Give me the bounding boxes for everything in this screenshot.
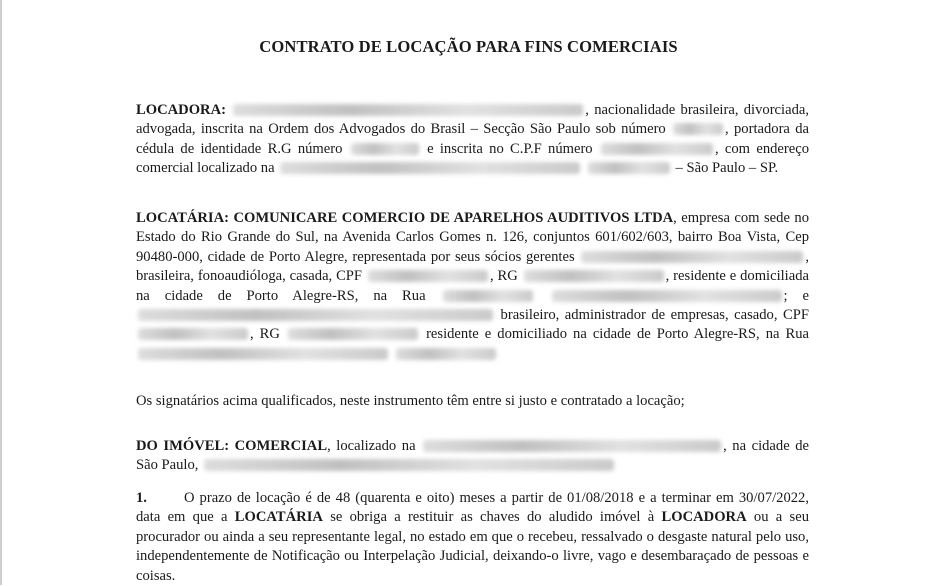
clause-1-text-1: O prazo de locação é de 48 (quarenta e oito) meses a partir de 01/08/2018 e a terminar em 30/07/2022, data em que a	[136, 490, 810, 526]
locataria-text-2: , brasileira, fonoaudióloga, casada, CPF	[136, 248, 809, 285]
locataria-text-3: , RG	[489, 268, 518, 285]
redacted-socio-2-name	[138, 309, 493, 321]
clause-1-text-3: ou a seu procurador ou ainda a seu representante legal, no estado em que o recebeu, ressalvado o desgaste natural pelo uso, independentemente de Notificação ou Interpelação Judicial, deixando-o livre, vago e desembaraçado de pessoas e coisas.	[136, 509, 809, 584]
locataria-text-7: , RG	[250, 326, 280, 343]
locadora-label: LOCADORA:	[136, 102, 226, 118]
locadora-text-3: e inscrita no C.P.F número	[427, 140, 593, 157]
redacted-imovel-address	[423, 440, 721, 452]
locadora-paragraph	[136, 101, 809, 179]
locadora-text-4: , com endereço comercial localizado na	[136, 140, 810, 177]
clause-1-text-2: se obriga a restituir as chaves do aludido imóvel à	[330, 509, 655, 526]
locataria-label: LOCATÁRIA: COMUNICARE COMERCIO DE APARELHOS AUDITIVOS LTDA	[136, 210, 674, 226]
redacted-locadora-name	[233, 104, 583, 116]
redacted-socio-1-cpf	[368, 270, 488, 282]
imovel-text-2: , na cidade de São Paulo,	[136, 438, 809, 474]
redacted-socio-2-cpf	[138, 328, 248, 340]
contract-title: CONTRATO DE LOCAÇÃO PARA FINS COMERCIAIS	[259, 37, 678, 56]
locataria-text-5: ; e	[783, 287, 809, 304]
locataria-text-1: , empresa com sede no Estado do Rio Grande do Sul, na Avenida Carlos Gomes n. 126, conjuntos 601/602/603, bairro Boa Vista, Cep 90480-000, cidade de Porto Alegre, representada por seus sócios gerentes	[136, 210, 810, 265]
redacted-imovel-details	[204, 459, 614, 471]
clause-1-bold-locadora: LOCADORA	[661, 509, 747, 526]
redacted-socio-2-address	[138, 348, 388, 360]
locataria-paragraph	[136, 209, 809, 364]
locadora-text-5: – São Paulo – SP.	[675, 160, 779, 177]
redacted-socio-1-address	[552, 290, 782, 302]
redacted-locadora-address-2	[588, 162, 670, 174]
redacted-socio-1-name	[581, 251, 803, 263]
locataria-text-6: brasileiro, administrador de empresas, casado, CPF	[500, 307, 809, 324]
redacted-oab-number	[673, 123, 723, 135]
redacted-cpf-number	[601, 143, 713, 155]
locadora-text-2: , portadora da cédula de identidade R.G número	[136, 121, 809, 157]
imovel-text-1: , localizado na	[327, 438, 416, 454]
redacted-locadora-address	[280, 162, 580, 174]
locadora-text-1: , nacionalidade brasileira, divorciada, advogada, inscrita na Ordem dos Advogados do Brasil – Secção São Paulo sob número	[136, 102, 809, 138]
locataria-text-8: residente e domiciliado na cidade de Porto Alegre-RS, na Rua	[426, 326, 810, 343]
clause-1-bold-locataria: LOCATÁRIA	[234, 509, 323, 526]
clause-1-number: 1.	[136, 490, 147, 506]
imovel-label: DO IMÓVEL: COMERCIAL	[136, 438, 328, 454]
imovel-paragraph	[136, 437, 809, 476]
redacted-socio-2-rg	[288, 328, 418, 340]
page-edge	[0, 0, 2, 585]
locataria-text-4: , residente e domiciliada na cidade de Porto Alegre-RS, na Rua	[136, 268, 809, 304]
redacted-socio-1-street	[443, 290, 533, 302]
redacted-socio-2-address-2	[396, 348, 496, 360]
redacted-socio-1-rg	[524, 270, 664, 282]
redacted-rg-number	[351, 143, 419, 155]
signatarios-paragraph: Os signatários acima qualificados, neste instrumento têm entre si justo e contratado a locação;	[136, 393, 685, 409]
clause-1-paragraph	[136, 489, 809, 586]
